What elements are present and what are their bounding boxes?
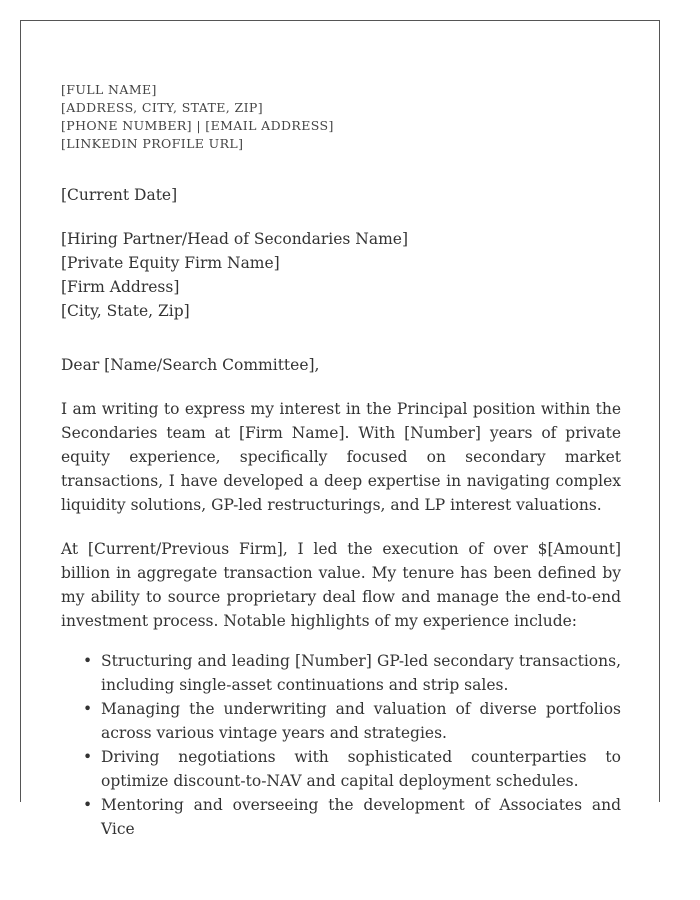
bullet-text: Driving negotiations with sophisticated counterparties to optimize discount-to-NAV and capital deployment schedules. bbox=[101, 748, 621, 790]
bullet-icon: • bbox=[83, 700, 93, 718]
body-paragraph-2: At [Current/Previous Firm], I led the execution of over $[Amount] billion in aggregate transaction value. My tenure has been defined by my ability to source proprietary deal flow and manage the end-to-end investment process. Notable highlights of my experience include: bbox=[61, 540, 621, 630]
bullet-icon: • bbox=[83, 652, 93, 670]
bullet-icon: • bbox=[83, 796, 93, 814]
list-item bbox=[61, 697, 621, 745]
recipient-address: [Firm Address] bbox=[61, 278, 180, 296]
document-page bbox=[20, 20, 660, 838]
sender-full-name: [FULL NAME] bbox=[61, 82, 157, 97]
recipient-name: [Hiring Partner/Head of Secondaries Name] bbox=[61, 230, 408, 248]
list-item bbox=[61, 649, 621, 697]
letter-date: [Current Date] bbox=[61, 186, 178, 204]
sender-contact: [PHONE NUMBER] | [EMAIL ADDRESS] bbox=[61, 118, 334, 133]
recipient-firm: [Private Equity Firm Name] bbox=[61, 254, 280, 272]
salutation: Dear [Name/Search Committee], bbox=[61, 356, 320, 374]
sender-header bbox=[61, 81, 334, 153]
bullet-icon: • bbox=[83, 748, 93, 766]
list-item bbox=[61, 745, 621, 793]
sender-address: [ADDRESS, CITY, STATE, ZIP] bbox=[61, 100, 263, 115]
bullet-text: Mentoring and overseeing the development of Associates and Vice bbox=[101, 796, 621, 838]
recipient-block bbox=[61, 227, 408, 323]
bullet-text: Managing the underwriting and valuation of diverse portfolios across various vintage years and strategies. bbox=[101, 700, 621, 742]
experience-bullet-list bbox=[61, 649, 621, 841]
body-paragraph-1: I am writing to express my interest in the Principal position within the Secondaries team at [Firm Name]. With [Number] years of private equity experience, specifically focused on secondary market transactions, I have developed a deep expertise in navigating complex liquidity solutions, GP-led restructurings, and LP interest valuations. bbox=[61, 400, 621, 514]
recipient-city: [City, State, Zip] bbox=[61, 302, 190, 320]
list-item bbox=[61, 793, 621, 841]
bullet-text: Structuring and leading [Number] GP-led secondary transactions, including single-asset continuations and strip sales. bbox=[101, 652, 621, 694]
sender-linkedin: [LINKEDIN PROFILE URL] bbox=[61, 136, 244, 151]
